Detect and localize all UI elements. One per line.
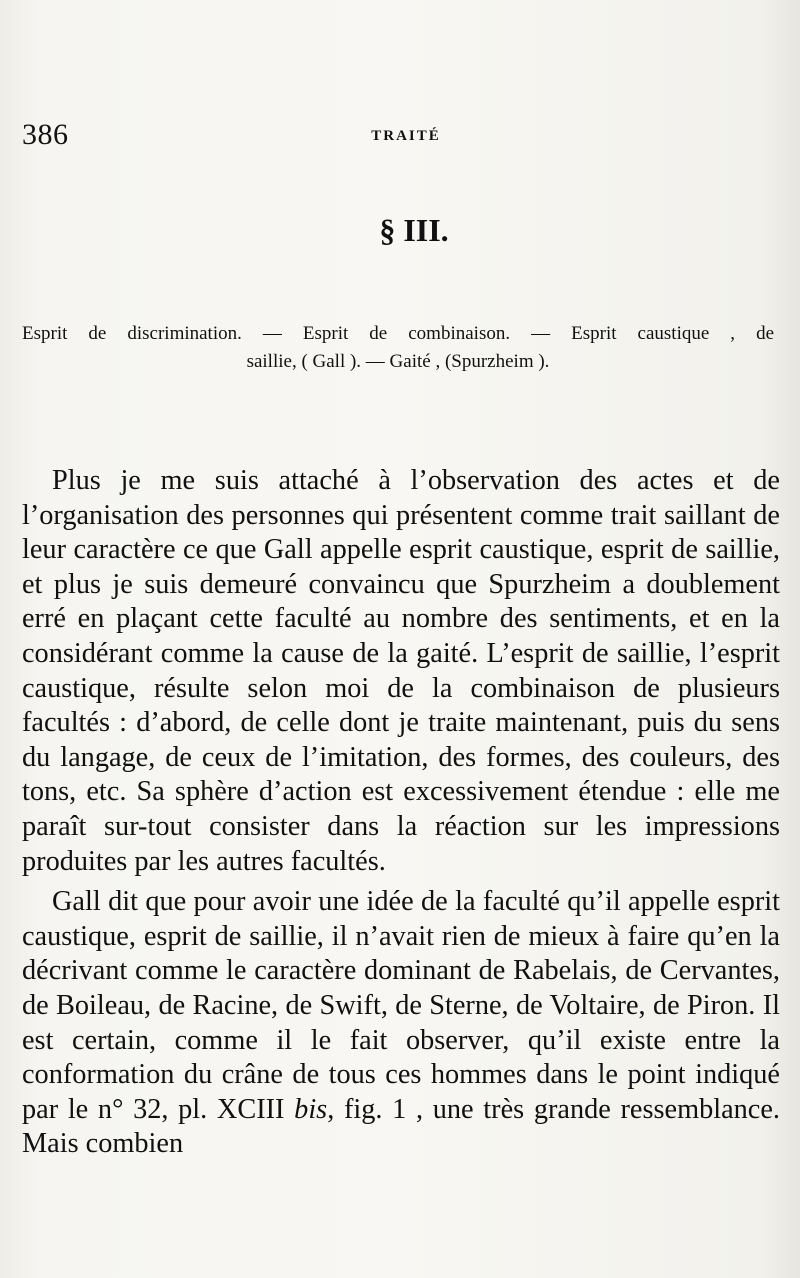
running-head: TRAITÉ — [371, 128, 441, 144]
summary-line-2: saillie, ( Gall ). — Gaité , (Spurzheim ). — [246, 351, 550, 372]
section-summary — [22, 320, 774, 376]
paragraph-1: Plus je me suis attaché à l’observation des actes et de l’organisation des personnes qui présentent comme trait saillant de leur caractère ce que Gall appelle esprit caustique, esprit de saillie, et plus je suis demeuré convaincu que Spurzheim a doublement erré en plaçant cette faculté au nombre des sentiments, et en la considérant comme la cause de la gaité. L’esprit de saillie, l’esprit caustique, résulte selon moi de la combinaison de plusieurs facultés : d’abord, de celle dont je traite maintenant, puis du sens du langage, de ceux de l’imitation, des formes, des couleurs, des tons, etc. Sa sphère d’action est excessivement étendue : elle me paraît sur-tout consister dans la réaction sur les impressions produites par les autres facultés. — [22, 465, 780, 877]
paragraph-2 — [22, 885, 780, 1162]
summary-line-1: Esprit de discrimination. — Esprit de combinaison. — Esprit caustique , de — [22, 323, 774, 344]
body-text — [22, 464, 780, 1162]
page-number: 386 — [22, 118, 69, 151]
section-heading: § III. — [379, 212, 449, 248]
paragraph-2-start: Gall dit que pour avoir une idée de la faculté qu’il appelle esprit caustique, esprit de saillie, il n’avait rien de mieux à faire qu’en la décrivant comme le caractère dominant de Rabelais, de Cervantes, de Boileau, de Racine, de Swift, de Sterne, de Voltaire, de Piron. Il est certain, comme il le fait observer, qu’il existe entre la conformation du crâne de tous ces hommes dans le point indiqué par le n° 32, pl. XCIII — [22, 886, 780, 1125]
paragraph-2-end: , fig. 1 , une très grande ressemblance. Mais combien — [22, 1093, 780, 1160]
page-header — [22, 118, 778, 158]
paragraph-2-italic: bis — [294, 1093, 328, 1125]
